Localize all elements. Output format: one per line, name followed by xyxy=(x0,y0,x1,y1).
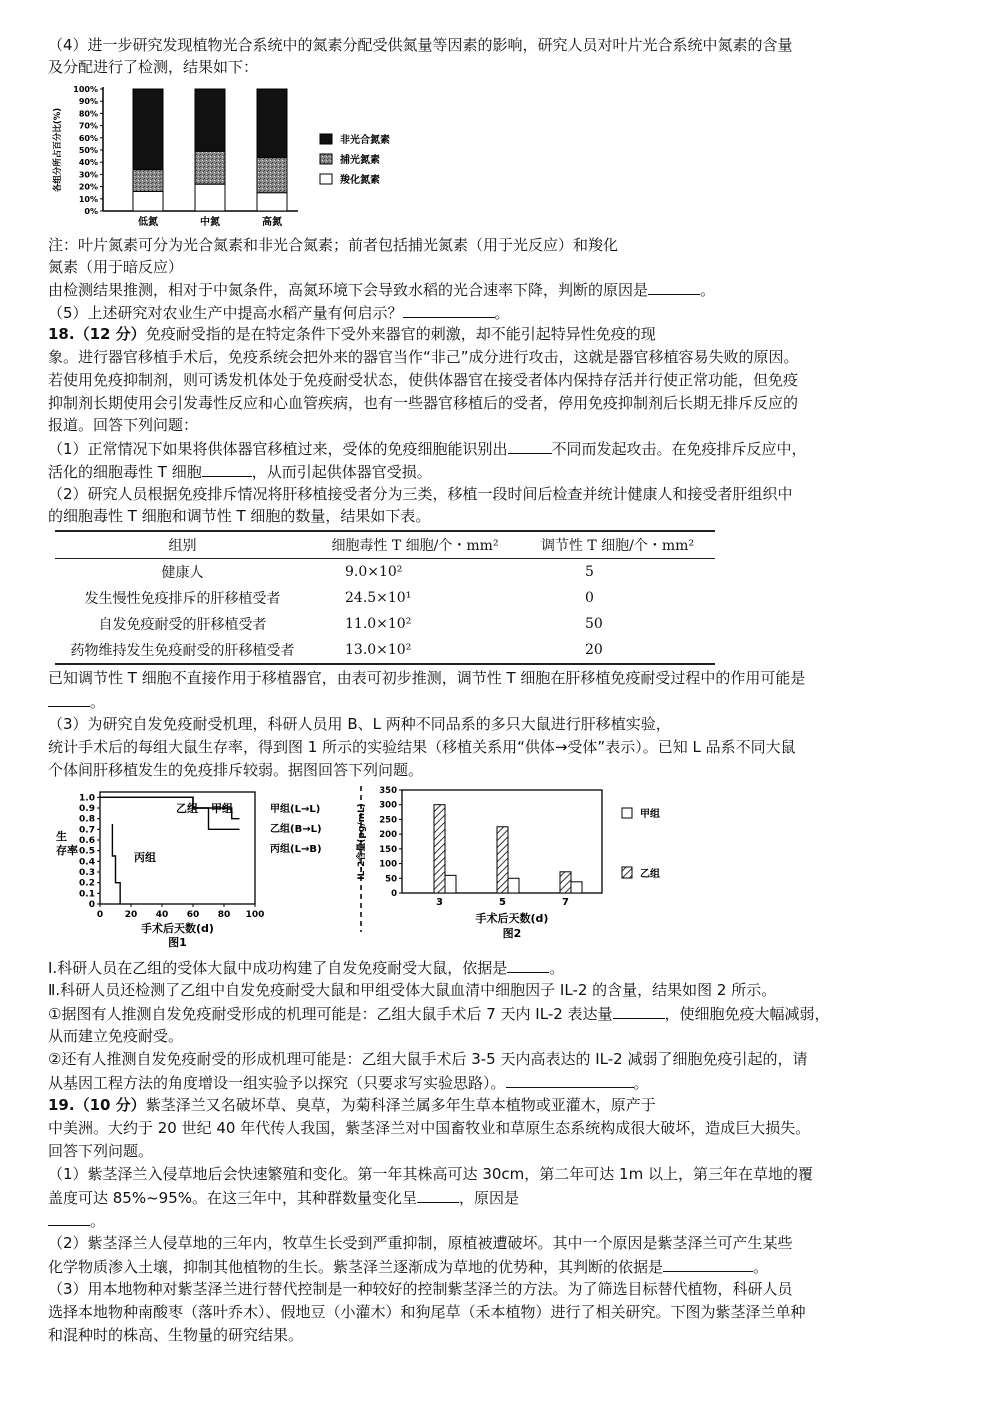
table-header-group: 组别 xyxy=(168,538,197,554)
x-tick-label: 5 xyxy=(499,897,506,908)
y-axis-label-part: 存率 xyxy=(56,844,78,857)
survival-line xyxy=(100,797,240,818)
bar-jia xyxy=(571,882,582,893)
q18-part3-line1: （3）为研究自发免疫耐受机理，科研人员用 B、L 两种不同品系的多只大鼠进行肝移植实验， xyxy=(48,715,671,733)
series-label: 乙组 xyxy=(176,802,198,815)
q18-part2-line2: 的细胞毒性 T 细胞和调节性 T 细胞的数量，结果如下表。 xyxy=(48,507,431,525)
q18-i-tail: 。 xyxy=(549,959,565,977)
legend-label: 甲组 xyxy=(640,809,660,820)
note-question xyxy=(48,278,715,301)
nitrogen-stacked-chart xyxy=(48,78,408,233)
answer-blank[interactable] xyxy=(202,460,252,477)
q19-p1b: 盖度可达 85%~95%。在这三年中，其种群数量变化呈 xyxy=(48,1189,418,1207)
q18-ii: Ⅱ.科研人员还检测了乙组中自发免疫耐受大鼠和甲组受体大鼠血清中细胞因子 IL-2 的含量，结果如图 2 所示。 xyxy=(48,981,777,999)
bar-segment xyxy=(257,89,287,157)
table-cell: 0 xyxy=(585,590,594,606)
q18-c1-line1 xyxy=(48,1002,830,1025)
y-axis-label: 各组分所占百分比(%) xyxy=(53,107,63,193)
legend-swatch xyxy=(320,174,332,184)
table-cell: 药物维持发生免疫耐受的肝移植受者 xyxy=(70,643,295,659)
table-cell: 11.0×10² xyxy=(345,616,412,632)
q19-intro-line1 xyxy=(48,1094,656,1116)
q19-part1-line2 xyxy=(48,1186,519,1209)
y-tick-label: 350 xyxy=(379,786,397,796)
y-tick-label: 40% xyxy=(78,158,98,168)
x-tick-label: 20 xyxy=(124,910,138,920)
figure-title: 图1 xyxy=(168,936,187,949)
y-tick-label: 0.2 xyxy=(79,878,95,889)
y-tick-label: 20% xyxy=(78,182,98,192)
y-tick-label: 0.9 xyxy=(79,804,95,814)
y-tick-label: 90% xyxy=(78,97,98,107)
q18-score: （12 分） xyxy=(74,325,146,343)
bar-segment xyxy=(195,151,225,184)
x-tick-label: 80 xyxy=(217,910,231,920)
table-header-ctl: 细胞毒性 T 细胞/个・mm² xyxy=(331,538,499,554)
legend-swatch xyxy=(622,808,632,818)
bar-yi xyxy=(434,805,445,893)
table-row xyxy=(55,585,715,611)
q19-part1-line3 xyxy=(48,1209,105,1232)
y-axis-label-part: 生 xyxy=(56,830,67,843)
q17-4-line2: 及分配进行了检测，结果如下： xyxy=(48,58,259,76)
legend-label: 甲组(L→L) xyxy=(270,804,321,815)
table-cell: 自发免疫耐受的肝移植受者 xyxy=(98,617,267,633)
answer-blank[interactable] xyxy=(507,956,549,973)
answer-blank[interactable] xyxy=(417,1186,459,1203)
q19-p2-tail: 。 xyxy=(753,1258,769,1276)
table-row xyxy=(55,611,715,637)
y-tick-label: 0 xyxy=(88,900,95,910)
answer-blank[interactable] xyxy=(48,690,90,707)
q18-intro-line4: 抑制剂长期使用会引发毒性反应和心血管疾病，也有一些器官移植后的受者，停用免疫抑制剂后长期无排斥反应的 xyxy=(48,394,799,412)
series-label: 甲组 xyxy=(211,802,233,815)
tcell-table xyxy=(55,530,715,665)
y-tick-label: 100% xyxy=(73,85,98,94)
table-cell: 9.0×10² xyxy=(345,564,403,580)
answer-blank[interactable] xyxy=(506,1071,634,1088)
q18-p1d: ，从而引起供体器官受损。 xyxy=(251,463,432,481)
table-header-row xyxy=(55,532,715,559)
q18-i xyxy=(48,956,564,979)
bar-yi xyxy=(497,827,508,893)
y-tick-label: 0.8 xyxy=(79,814,95,825)
q19-intro-line3: 回答下列问题。 xyxy=(48,1142,154,1160)
y-tick-label: 70% xyxy=(78,121,98,131)
q18-i-text: Ⅰ.科研人员在乙组的受体大鼠中成功构建了自发免疫耐受大鼠，依据是 xyxy=(48,959,508,977)
bar-segment xyxy=(257,157,287,192)
y-tick-label: 1.0 xyxy=(79,793,95,804)
legend-swatch xyxy=(622,867,632,878)
q19-score: （10 分） xyxy=(74,1096,146,1114)
y-tick-label: 150 xyxy=(379,844,397,855)
x-tick-label: 0 xyxy=(96,910,104,920)
note-line1: 注：叶片氮素可分为光合氮素和非光合氮素；前者包括捕光氮素（用于光反应）和羧化 xyxy=(48,236,619,254)
y-tick-label: 0 xyxy=(391,889,397,899)
table-cell: 20 xyxy=(585,642,603,658)
answer-blank[interactable] xyxy=(403,301,495,318)
table-cell: 24.5×10¹ xyxy=(345,590,412,606)
q19-part3-line3: 和混种时的株高、生物量的研究结果。 xyxy=(48,1326,304,1344)
q19-part2-line2 xyxy=(48,1255,768,1278)
y-tick-label: 60% xyxy=(78,133,98,143)
figure1-survival-chart xyxy=(48,782,368,950)
table-cell: 健康人 xyxy=(161,565,204,581)
q18-c2-line2 xyxy=(48,1071,649,1094)
q19-p2b: 化学物质渗入土壤，抑制其他植物的生长。紫茎泽兰逐渐成为草地的优势种，其判断的依据是 xyxy=(48,1258,664,1276)
x-tick-label: 7 xyxy=(562,897,569,908)
q18-l1: 免疫耐受指的是在特定条件下受外来器官的刺激，却不能引起特异性免疫的现 xyxy=(145,325,656,343)
q19-p1-tail: 。 xyxy=(90,1212,106,1230)
x-tick-label: 中氮 xyxy=(200,217,220,228)
x-tick-label: 60 xyxy=(186,910,200,920)
q18-intro-line2: 象。进行器官移植手术后，免疫系统会把外来的器官当作“非己”成分进行攻击，这就是器官移植容易失败的原因。 xyxy=(48,348,799,366)
legend-label: 乙组(B→L) xyxy=(270,824,322,835)
table-row xyxy=(55,637,715,663)
bar-segment xyxy=(195,89,225,151)
tcell-table-grid xyxy=(55,532,715,663)
y-tick-label: 200 xyxy=(379,830,397,841)
bar-jia xyxy=(508,878,519,893)
q19-part3-line1: （3）用本地物种对紫茎泽兰进行替代控制是一种较好的控制紫茎泽兰的方法。为了筛选目标替代植物，科研人员 xyxy=(48,1280,793,1298)
legend-label: 丙组(L→B) xyxy=(270,844,322,855)
y-tick-label: 0.1 xyxy=(79,889,95,900)
q19-l1: 紫茎泽兰又名破坏草、臭草，为菊科泽兰属多年生草本植物或亚灌木，原产于 xyxy=(145,1096,656,1114)
q18-c1a: ①据图有人推测自发免疫耐受形成的机理可能是：乙组大鼠手术后 7 天内 IL-2 表达量 xyxy=(48,1005,613,1023)
q18-part3-line3: 个体间肝移植发生的免疫排斥较弱。据图回答下列问题。 xyxy=(48,761,424,779)
y-tick-label: 0.4 xyxy=(79,857,95,868)
q18-intro-line1 xyxy=(48,323,656,345)
q17-5-tail: 。 xyxy=(494,304,510,322)
x-axis-label: 手术后天数(d) xyxy=(141,922,214,935)
bar-segment xyxy=(257,193,287,211)
x-tick-label: 低氮 xyxy=(138,217,158,228)
y-tick-label: 10% xyxy=(78,194,98,204)
note-line2: 氮素（用于暗反应） xyxy=(48,258,184,276)
table-cell: 发生慢性免疫排斥的肝移植受者 xyxy=(84,591,281,607)
y-tick-label: 50 xyxy=(385,874,397,885)
x-tick-label: 40 xyxy=(155,910,169,920)
note-question-text: 由检测结果推测，相对于中氮条件，高氮环境下会导致水稻的光合速率下降，判断的原因是 xyxy=(48,281,649,299)
answer-blank[interactable] xyxy=(508,437,552,454)
table-cell: 5 xyxy=(585,564,594,580)
q19-p1c: ，原因是 xyxy=(459,1189,520,1207)
q18-part3-line2: 统计手术后的每组大鼠生存率，得到图 1 所示的实验结果（移植关系用“供体→受体”表示）。已知 L 品系不同大鼠 xyxy=(48,738,796,756)
bar-yi xyxy=(560,872,571,893)
y-axis-label: IL-2含量(pg/mL) xyxy=(357,803,367,880)
bar-segment xyxy=(195,184,225,211)
q18-c2-line1: ②还有人推测自发免疫耐受的形成机理可能是：乙组大鼠手术后 3-5 天内高表达的 IL-2 减弱了细胞免疫引起的，请 xyxy=(48,1050,808,1068)
q18-p1b: 不同而发起攻击。在免疫排斥反应中， xyxy=(551,440,807,458)
legend-label: 乙组 xyxy=(640,869,660,880)
series-label: 丙组 xyxy=(134,851,156,864)
note-question-tail: 。 xyxy=(700,281,716,299)
survival-line xyxy=(112,824,120,904)
y-tick-label: 250 xyxy=(379,815,397,826)
table-row xyxy=(55,559,715,586)
q19-number: 19. xyxy=(48,1096,75,1114)
y-tick-label: 0.5 xyxy=(79,846,95,857)
y-tick-label: 50% xyxy=(78,146,98,155)
q19-intro-line2: 中美洲。大约于 20 世纪 40 年代传人我国，紫茎泽兰对中国畜牧业和草原生态系统构成很大破坏，造成巨大损失。 xyxy=(48,1119,811,1137)
q18-part1-line1 xyxy=(48,437,807,460)
x-tick-label: 高氮 xyxy=(262,217,282,228)
q18-c2-tail: 。 xyxy=(633,1074,649,1092)
x-tick-label: 100 xyxy=(245,910,265,920)
answer-blank[interactable] xyxy=(48,1209,90,1226)
y-tick-label: 0% xyxy=(84,207,98,216)
q18-p1c: 活化的细胞毒性 T 细胞 xyxy=(48,463,202,481)
bar-segment xyxy=(133,191,163,211)
q18-c1b: ，使细胞免疫大幅减弱， xyxy=(664,1005,830,1023)
y-tick-label: 0.6 xyxy=(79,836,95,846)
q17-5 xyxy=(48,301,510,324)
q18-after-tail: 。 xyxy=(90,693,106,711)
bar-segment xyxy=(133,170,163,192)
legend-label: 捕光氮素 xyxy=(340,155,380,166)
y-tick-label: 100 xyxy=(379,859,397,870)
y-tick-label: 300 xyxy=(379,800,397,811)
legend-swatch xyxy=(320,134,332,144)
q18-part2-line1: （2）研究人员根据免疫排斥情况将肝移植接受者分为三类，移植一段时间后检查并统计健康人和接受者肝组织中 xyxy=(48,485,793,503)
figure2-il2-chart xyxy=(350,782,680,950)
answer-blank[interactable] xyxy=(663,1255,753,1272)
table-header-treg: 调节性 T 细胞/个・mm² xyxy=(540,538,695,554)
y-tick-label: 0.7 xyxy=(79,825,95,836)
legend-swatch xyxy=(320,154,332,164)
bar-jia xyxy=(445,875,456,893)
q18-number: 18. xyxy=(48,325,75,343)
answer-blank[interactable] xyxy=(613,1002,665,1019)
y-tick-label: 80% xyxy=(78,109,98,119)
q18-c1-line2: 从而建立免疫耐受。 xyxy=(48,1027,184,1045)
q17-4-line1: （4）进一步研究发现植物光合系统中的氮素分配受供氮量等因素的影响，研究人员对叶片光合系统中氮素的含量 xyxy=(48,36,793,54)
q18-after-line2 xyxy=(48,690,105,713)
q18-c2b: 从基因工程方法的角度增设一组实验予以探究（只要求写实验思路）。 xyxy=(48,1074,506,1092)
bar-segment xyxy=(133,89,163,170)
table-cell: 13.0×10² xyxy=(345,642,412,658)
table-cell: 50 xyxy=(585,616,603,632)
q18-part1-line2 xyxy=(48,460,432,483)
y-tick-label: 30% xyxy=(78,170,98,180)
figure-title: 图2 xyxy=(502,927,522,940)
q19-part1-line1: （1）紫茎泽兰入侵草地后会快速繁殖和变化。第一年其株高可达 30cm，第二年可达 1m 以上，第三年在草地的覆 xyxy=(48,1165,813,1183)
q18-after-line1: 已知调节性 T 细胞不直接作用于移植器官，由表可初步推测，调节性 T 细胞在肝移植免疫耐受过程中的作用可能是 xyxy=(48,669,806,687)
q18-intro-line5: 报道。回答下列问题： xyxy=(48,416,199,434)
legend-label: 羧化氮素 xyxy=(340,175,380,186)
q19-part3-line2: 选择本地物种南酸枣（落叶乔木）、假地豆（小灌木）和狗尾草（禾本植物）进行了相关研究。下图为紫茎泽兰单种 xyxy=(48,1303,806,1321)
legend-label: 非光合氮素 xyxy=(340,135,390,146)
y-tick-label: 0.3 xyxy=(79,868,95,878)
answer-blank[interactable] xyxy=(648,278,700,295)
q17-5-text: （5）上述研究对农业生产中提高水稻产量有何启示？ xyxy=(48,304,403,322)
x-axis-label: 手术后天数(d) xyxy=(475,912,549,925)
q19-part2-line1: （2）紫茎泽兰人侵草地的三年内，牧草生长受到严重抑制，原植被遭破坏。其中一个原因是紫茎泽兰可产生某些 xyxy=(48,1234,793,1252)
x-tick-label: 3 xyxy=(436,897,443,908)
q18-p1a: （1）正常情况下如果将供体器官移植过来，受体的免疫细胞能识别出 xyxy=(48,440,508,458)
q18-intro-line3: 若使用免疫抑制剂，则可诱发机体处于免疫耐受状态，使供体器官在接受者体内保持存活并行使正常功能，但免疫 xyxy=(48,371,799,389)
